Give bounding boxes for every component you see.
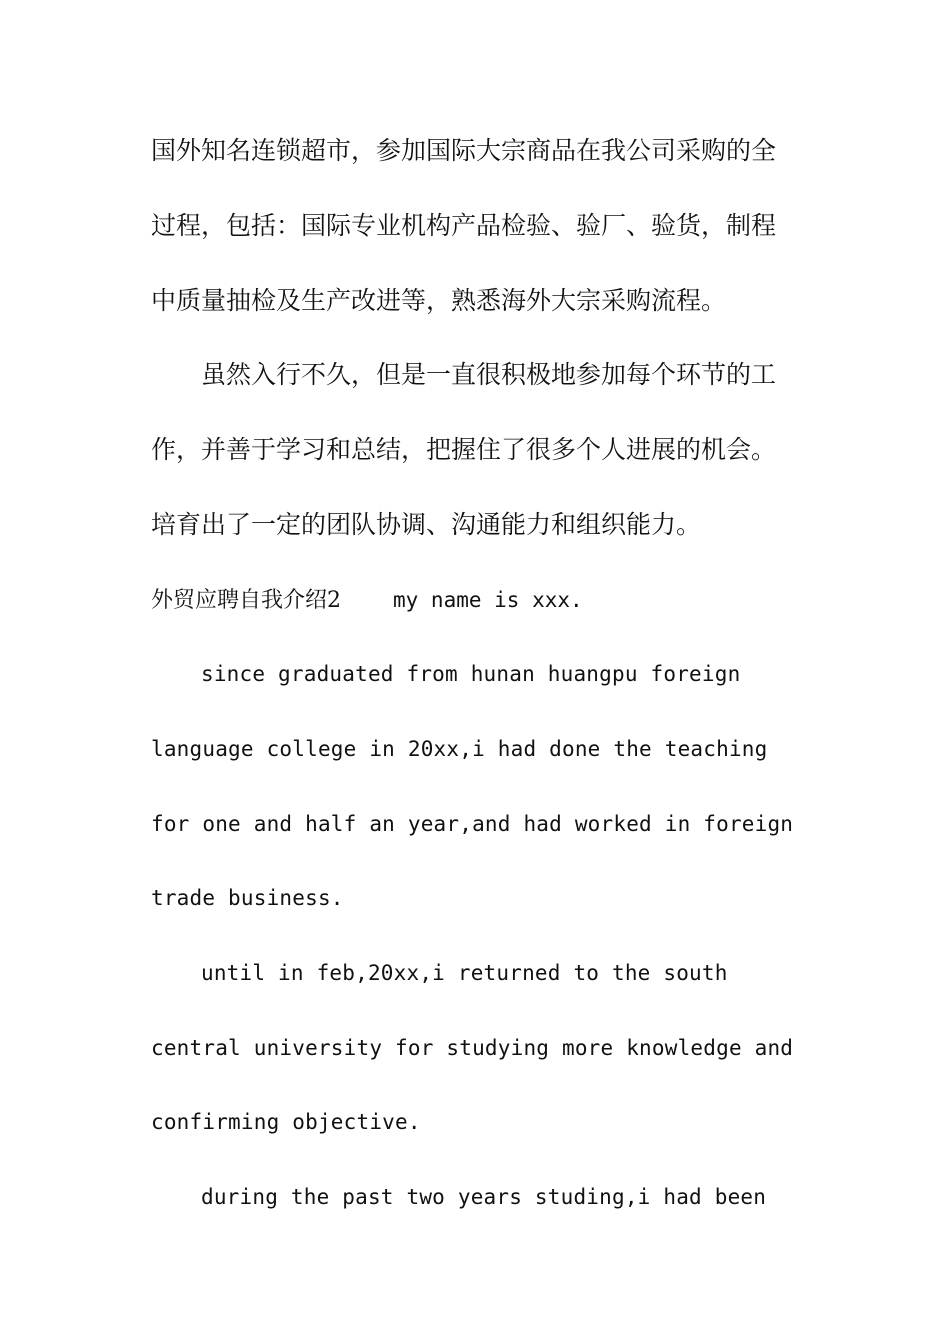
paragraph-2-line-1: 虽然入行不久，但是一直很积极地参加每个环节的工 bbox=[201, 360, 777, 389]
paragraph-5-line-1: during the past two years studing,i had been bbox=[201, 1185, 767, 1209]
paragraph-1-line-1: 国外知名连锁超市，参加国际大宗商品在我公司采购的全 bbox=[151, 136, 777, 165]
paragraph-1-line-3: 中质量抽检及生产改进等，熟悉海外大宗采购流程。 bbox=[151, 286, 727, 315]
paragraph-2-line-2: 作，并善于学习和总结，把握住了很多个人进展的机会。 bbox=[151, 435, 777, 464]
section-heading-line bbox=[151, 583, 801, 617]
paragraph-3-line-4: trade business. bbox=[151, 886, 344, 910]
paragraph-4-line-1: until in feb,20xx,i returned to the south bbox=[201, 961, 728, 985]
paragraph-2-line-3: 培育出了一定的团队协调、沟通能力和组织能力。 bbox=[151, 510, 702, 539]
paragraph-4-line-3: confirming objective. bbox=[151, 1110, 421, 1134]
paragraph-3-line-1: since graduated from hunan huangpu foreign bbox=[201, 662, 741, 686]
paragraph-3-line-3: for one and half an year,and had worked in foreign bbox=[151, 812, 794, 836]
section-intro: my name is xxx. bbox=[393, 588, 583, 612]
section-heading: 外贸应聘自我介绍2 bbox=[151, 588, 341, 613]
paragraph-3-line-2: language college in 20xx,i had done the teaching bbox=[151, 737, 768, 761]
paragraph-4-line-2: central university for studying more knowledge and bbox=[151, 1036, 794, 1060]
paragraph-1-line-2: 过程，包括：国际专业机构产品检验、验厂、验货，制程 bbox=[151, 211, 777, 240]
